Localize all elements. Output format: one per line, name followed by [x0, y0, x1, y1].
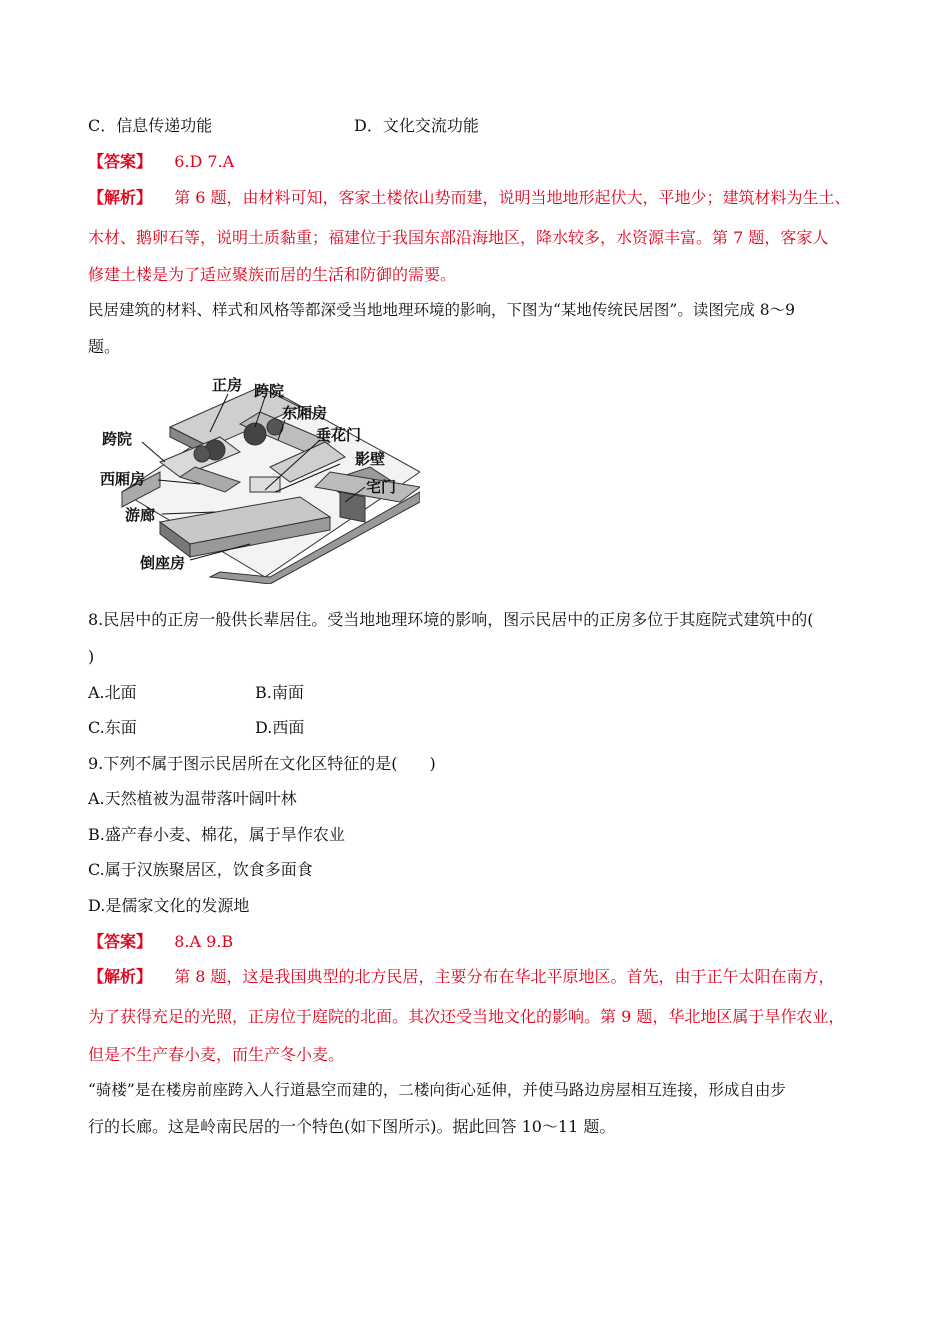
analysis-2-text-1: 第 8 题，这是我国典型的北方民居，主要分布在华北平原地区。首先，由于正午太阳在南方， [174, 967, 835, 986]
material-1-line-1: 民居建筑的材料、样式和风格等都深受当地地理环境的影响，下图为“某地传统民居图”。读图完成 8～9 [88, 301, 796, 319]
q8-option-c: C.东面 [88, 718, 137, 737]
courtyard-house-diagram [100, 372, 420, 584]
analysis-1-line-3: 修建土楼是为了适应聚族而居的生活和防御的需要。 [88, 265, 457, 284]
q8-option-d: D.西面 [255, 718, 305, 737]
q8-options-row-2 [88, 718, 305, 738]
label-kuayuan-top: 跨院 [254, 382, 285, 400]
q8-stem-line-2: ) [88, 647, 95, 666]
label-chuihuamen: 垂花门 [316, 426, 362, 444]
analysis-tag: 【解析】 [88, 967, 153, 986]
analysis-2-line-1 [88, 967, 835, 987]
material-2-line-1: “骑楼”是在楼房前座跨入人行道悬空而建的，二楼向街心延伸，并使马路边房屋相互连接，形成自由步 [88, 1081, 786, 1099]
analysis-2-line-3: 但是不生产春小麦，而生产冬小麦。 [88, 1045, 345, 1064]
answer-text: 8.A 9.B [174, 932, 234, 951]
label-youlang: 游廊 [125, 506, 156, 524]
q9-option-b: B.盛产春小麦、棉花，属于旱作农业 [88, 825, 345, 844]
analysis-2-line-2: 为了获得充足的光照，正房位于庭院的北面。其次还受当地文化的影响。第 9 题，华北地区属于旱作农业， [88, 1007, 845, 1026]
q9-option-a: A.天然植被为温带落叶阔叶林 [88, 789, 297, 808]
analysis-1-line-2: 木材、鹅卵石等，说明土质黏重；福建位于我国东部沿海地区，降水较多，水资源丰富。第 7 题，客家人 [88, 228, 829, 247]
answer-tag: 【答案】 [88, 152, 153, 171]
answer-2 [88, 932, 233, 952]
q8-option-b: B.南面 [255, 683, 304, 702]
label-xixiangfang: 西厢房 [100, 470, 146, 488]
answer-text: 6.D 7.A [174, 152, 235, 171]
q9-option-c: C.属于汉族聚居区，饮食多面食 [88, 860, 313, 879]
label-zhengfang: 正房 [212, 376, 243, 394]
label-yingbi: 影壁 [355, 450, 386, 468]
q8-options-row-1 [88, 683, 304, 703]
q7-option-d: D．文化交流功能 [354, 116, 479, 135]
q7-option-c: C．信息传递功能 [88, 116, 213, 135]
q7-options-row [88, 116, 479, 136]
label-zhaimen: 宅门 [366, 478, 397, 496]
material-1-line-2: 题。 [88, 337, 121, 356]
label-daozuofang: 倒座房 [140, 554, 186, 572]
answer-1 [88, 152, 234, 172]
analysis-1-text-1: 第 6 题，由材料可知，客家土楼依山势而建，说明当地地形起伏大，平地少；建筑材料为生土、 [174, 188, 851, 207]
label-kuayuan-left: 跨院 [102, 430, 133, 448]
analysis-1-line-1 [88, 188, 851, 208]
material-2-line-2: 行的长廊。这是岭南民居的一个特色(如下图所示)。据此回答 10～11 题。 [88, 1117, 616, 1136]
label-dongxiangfang: 东厢房 [282, 404, 328, 422]
q9-option-d: D.是儒家文化的发源地 [88, 896, 250, 915]
q8-stem-line-1: 8.民居中的正房一般供长辈居住。受当地地理环境的影响，图示民居中的正房多位于其庭院式建筑中的( [88, 610, 814, 629]
analysis-tag: 【解析】 [88, 188, 153, 207]
q8-option-a: A.北面 [88, 683, 137, 702]
answer-tag: 【答案】 [88, 932, 153, 951]
q9-stem: 9.下列不属于图示民居所在文化区特征的是( ) [88, 754, 436, 773]
